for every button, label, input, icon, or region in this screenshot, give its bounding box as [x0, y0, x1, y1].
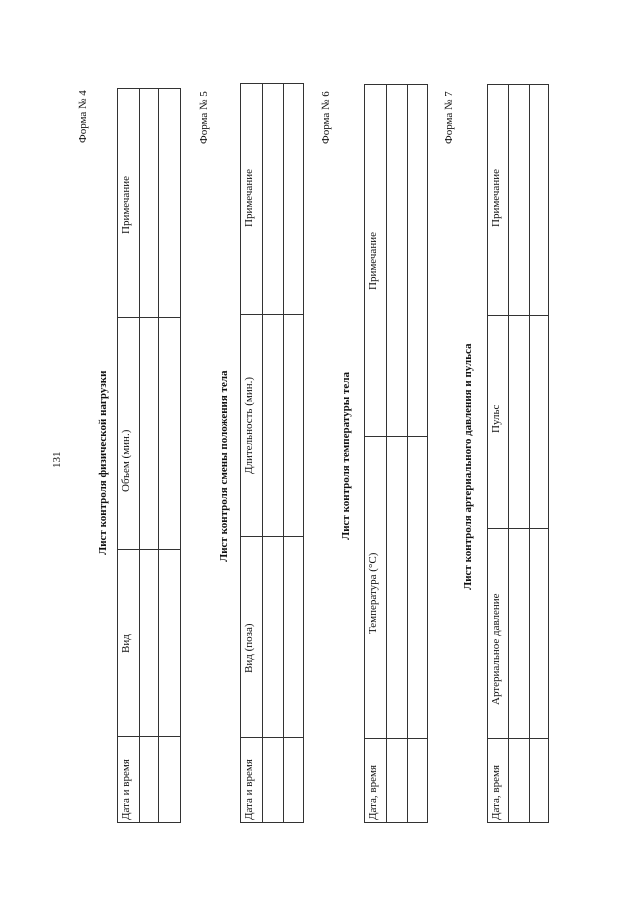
column-divider [241, 314, 303, 315]
form-4-label: Форма № 4 [77, 90, 89, 143]
column-divider [365, 738, 427, 739]
row-divider [386, 85, 387, 822]
column-divider [488, 738, 548, 739]
form-7-header-date: Дата, время [490, 764, 502, 820]
row-divider [283, 84, 284, 822]
form-5-header-date: Дата и время [243, 759, 255, 820]
form-6-header-temperature: Температура (°С) [367, 552, 379, 634]
form-7-label: Форма № 7 [443, 91, 455, 144]
column-divider [241, 536, 303, 537]
form-7-title: Лист контроля артериального давления и пульса [462, 343, 474, 590]
form-4-header-type: Вид [120, 634, 132, 653]
form-5-label: Форма № 5 [198, 91, 210, 144]
form-7-header-note: Примечание [490, 169, 502, 227]
column-divider [488, 528, 548, 529]
page-number: 131 [51, 451, 63, 468]
form-5-title: Лист контроля смены положения тела [218, 370, 230, 562]
form-7-header-pulse: Пульс [490, 404, 502, 433]
row-divider [262, 84, 263, 822]
form-4-title: Лист контроля физической нагрузки [97, 370, 109, 555]
form-5-header-pose: Вид (поза) [243, 623, 255, 673]
row-divider [508, 85, 509, 822]
form-4-header-volume: Объем (мин.) [120, 429, 132, 492]
row-divider [158, 89, 159, 822]
column-divider [488, 315, 548, 316]
row-divider [139, 89, 140, 822]
row-divider [529, 85, 530, 822]
column-divider [365, 436, 427, 437]
form-7-header-pressure: Артериальное давление [490, 593, 502, 705]
form-5-header-duration: Длительность (мин.) [243, 376, 255, 474]
column-divider [118, 317, 180, 318]
form-4-header-date: Дата и время [120, 759, 132, 820]
form-6-table [364, 84, 428, 823]
form-6-label: Форма № 6 [320, 91, 332, 144]
form-6-header-date: Дата, время [367, 764, 379, 820]
column-divider [241, 737, 303, 738]
form-6-title: Лист контроля температуры тела [340, 372, 352, 540]
form-6-header-note: Примечание [367, 232, 379, 290]
form-5-header-note: Примечание [243, 169, 255, 227]
form-4-header-note: Примечание [120, 176, 132, 234]
column-divider [118, 736, 180, 737]
column-divider [118, 549, 180, 550]
row-divider [407, 85, 408, 822]
